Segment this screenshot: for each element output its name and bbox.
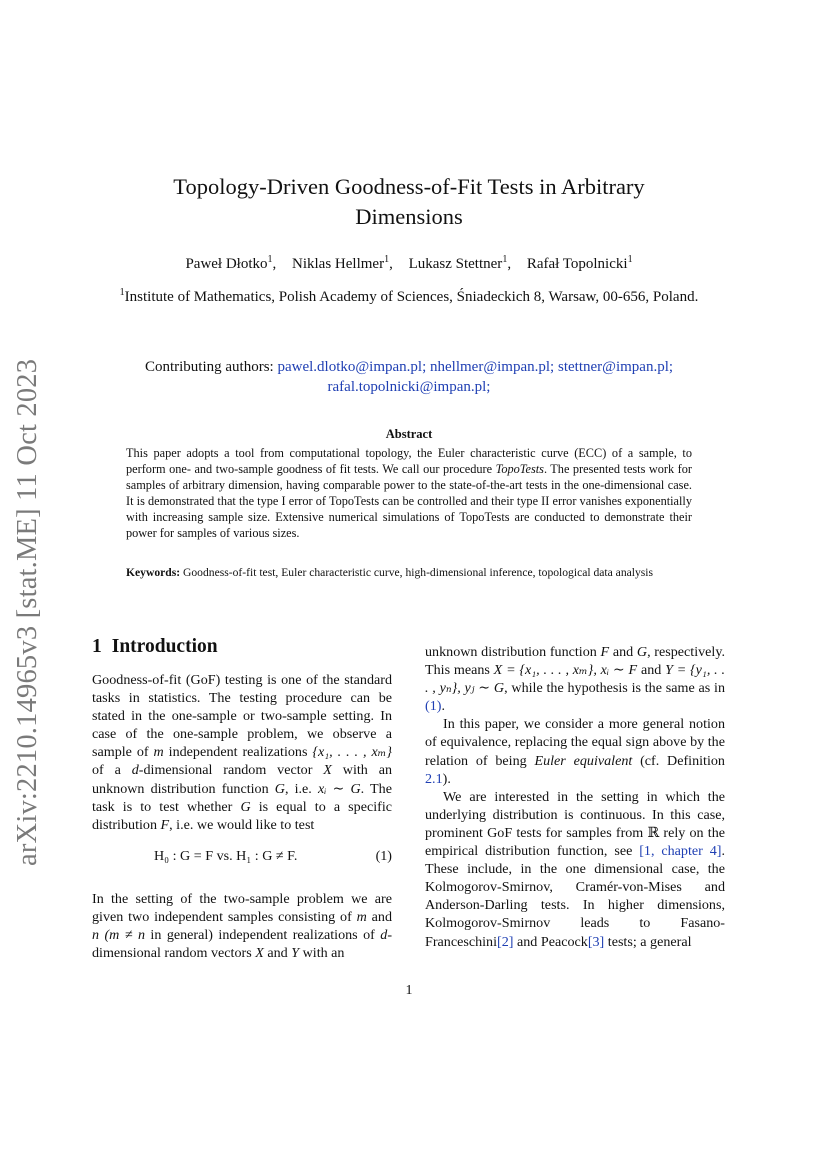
author: Niklas Hellmer$^1$, bbox=[292, 254, 393, 272]
right-column bbox=[425, 643, 725, 951]
author-list bbox=[100, 256, 718, 273]
email-link[interactable]: pawel.dlotko@impan.pl; bbox=[277, 359, 427, 375]
abstract-body: This paper adopts a tool from computational topology, the Euler characteristic curve (ECC) of a sample, to perform one- and two-sample goodness of fit tests. We call our procedure TopoTests. The presented tests work for samples of arbitrary dimension, having comparable power to the state-of-the-art tests in the one-dimensional case. It is demonstrated that the type I error of TopoTests can be controlled and their type II error vanishes exponentially with increasing sample size. Extensive numerical simulations of TopoTests are conducted to demonstrate their power for samples of various sizes. bbox=[126, 446, 692, 541]
keywords-label: Keywords: bbox=[126, 566, 181, 579]
affiliation: $^1$Institute of Mathematics, Polish Academy of Sciences, Śniadeckich 8, Warsaw, 00-656, Poland. bbox=[119, 287, 699, 305]
email-link[interactable]: stettner@impan.pl; bbox=[557, 359, 674, 375]
left-column-para-1: Goodness-of-fit (GoF) testing is one of the standard tasks in statistics. The testing procedure can be stated in the one-sample or two-sample setting. In case of the one-sample problem, we observe a sample of m independent realizations {x₁, . . . , xₘ} of a d-dimensional random vector X with an unknown distribution function G, i.e. xᵢ ∼ G. The task is to test whether G is equal to a specific distribution F, i.e. we would like to test bbox=[92, 672, 393, 833]
contributing-authors bbox=[110, 357, 708, 397]
right-para-1: unknown distribution function F and G, respectively. This means X = {x₁, . . . , xₘ}, xᵢ ∼ F and Y = {y₁, . . . , yₙ}, yⱼ ∼ G, while the hypothesis is the same as in (1). bbox=[425, 644, 725, 715]
email-link[interactable]: nhellmer@impan.pl; bbox=[430, 359, 555, 375]
contrib-label: Contributing authors: bbox=[144, 359, 274, 375]
abstract-heading: Abstract bbox=[385, 427, 433, 441]
email-link[interactable]: rafal.topolnicki@impan.pl; bbox=[327, 379, 491, 395]
author: Lukasz Stettner$^1$, bbox=[408, 254, 512, 272]
equation-number: (1) bbox=[375, 848, 392, 864]
equation-ref-link[interactable]: (1) bbox=[425, 698, 442, 715]
right-para-3: We are interested in the setting in which the underlying distribution is continuous. In this case, prominent GoF tests for samples from ℝ rely on the empirical distribution function, see [1, chapter 4]. These include, in the one dimensional case, the Kolmogorov-Smirnov, Cramér-von-Mises and Anderson-Darling tests. In higher dimensions, Kolmogorov-Smirnov leads to Fasano-Franceschini[2] and Peacock[3] tests; a general bbox=[425, 788, 725, 950]
section-heading: 1 Introduction bbox=[92, 636, 218, 657]
author: Paweł Dłotko$^1$, bbox=[185, 254, 277, 272]
keywords: Keywords: Goodness-of-fit test, Euler characteristic curve, high-dimensional inference, topological data analysis bbox=[126, 566, 654, 579]
equation-expression: H₀ : G = F vs. H₁ : G ≠ F. bbox=[154, 848, 298, 864]
citation-link[interactable]: [2] bbox=[497, 933, 514, 950]
citation-link[interactable]: [1, chapter 4] bbox=[639, 843, 722, 860]
paper-title: Topology-Driven Goodness-of-Fit Tests in Arbitrary Dimensions bbox=[173, 174, 645, 229]
page-number: 1 bbox=[405, 983, 413, 998]
right-para-2: In this paper, we consider a more general notion of equivalence, replacing the equal sign above by the relation of being Euler equivalent (cf. Definition 2.1). bbox=[425, 716, 725, 787]
definition-ref-link[interactable]: 2.1 bbox=[425, 770, 443, 787]
author: Rafał Topolnicki$^1$ bbox=[526, 254, 633, 272]
left-column-para-2: In the setting of the two-sample problem we are given two independent samples consisting of m and n (m ≠ n in general) independent realizations of d-dimensional random vectors X and Y with an bbox=[92, 891, 393, 962]
citation-link[interactable]: [3] bbox=[587, 933, 605, 950]
arxiv-identifier-stamp: arXiv:2210.14965v3 [stat.ME] 11 Oct 2023 bbox=[12, 358, 43, 866]
